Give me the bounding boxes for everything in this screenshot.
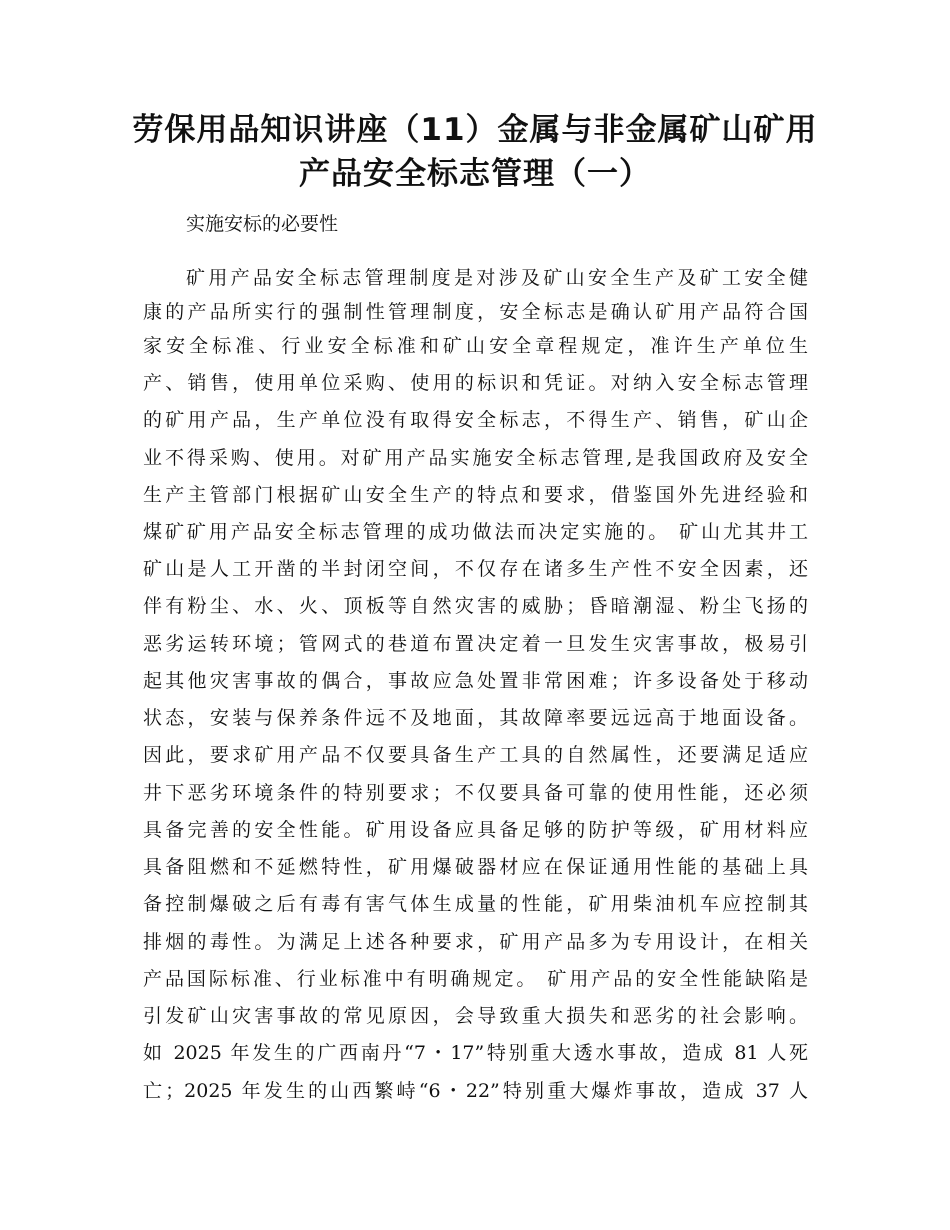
paragraph-line: 业不得采购、使用。对矿用产品实施安全标志管理,是我国政府及安全 [143,447,808,469]
paragraph-line: 矿山是人工开凿的半封闭空间，不仅存在诸多生产性不安全因素，还 [143,558,808,580]
paragraph-line: 具备完善的安全性能。矿用设备应具备足够的防护等级，矿用材料应 [143,819,808,841]
paragraph-line: 产品国际标准、行业标准中有明确规定。 矿用产品的安全性能缺陷是 [143,968,808,990]
paragraph-line: 如 2025 年发生的广西南丹“7・17”特别重大透水事故，造成 81 人死 [143,1042,808,1064]
paragraph-line: 井下恶劣环境条件的特别要求；不仅要具备可靠的使用性能，还必须 [143,782,808,804]
paragraph-line: 康的产品所实行的强制性管理制度，安全标志是确认矿用产品符合国 [143,301,808,323]
section-heading: 实施安标的必要性 [186,213,339,235]
paragraph-line: 备控制爆破之后有毒有害气体生成量的性能，矿用柴油机车应控制其 [143,893,808,915]
paragraph-line: 矿用产品安全标志管理制度是对涉及矿山安全生产及矿工安全健 [186,267,808,289]
paragraph-line: 煤矿矿用产品安全标志管理的成功做法而决定实施的。 矿山尤其井工 [143,521,808,543]
paragraph-line: 伴有粉尘、水、火、顶板等自然灾害的威胁；昏暗潮湿、粉尘飞扬的 [143,595,808,617]
document-title-line-1: 劳保用品知识讲座（11）金属与非金属矿山矿用 [132,112,818,148]
paragraph-line: 的矿用产品，生产单位没有取得安全标志，不得生产、销售，矿山企 [143,409,808,431]
paragraph-line: 恶劣运转环境；管网式的巷道布置决定着一旦发生灾害事故，极易引 [143,633,808,655]
paragraph-line: 家安全标准、行业安全标准和矿山安全章程规定，准许生产单位生 [143,335,808,357]
paragraph-line: 引发矿山灾害事故的常见原因，会导致重大损失和恶劣的社会影响。 [143,1005,808,1027]
paragraph-line: 起其他灾害事故的偶合，事故应急处置非常困难；许多设备处于移动 [143,670,808,692]
paragraph-line: 产、销售，使用单位采购、使用的标识和凭证。对纳入安全标志管理 [143,372,808,394]
paragraph-line: 排烟的毒性。为满足上述各种要求，矿用产品多为专用设计，在相关 [143,931,808,953]
paragraph-line: 生产主管部门根据矿山安全生产的特点和要求，借鉴国外先进经验和 [143,484,808,506]
paragraph-line: 具备阻燃和不延燃特性，矿用爆破器材应在保证通用性能的基础上具 [143,856,808,878]
paragraph-line: 亡；2025 年发生的山西繁峙“6・22”特别重大爆炸事故，造成 37 人 [143,1080,808,1102]
paragraph-line: 因此，要求矿用产品不仅要具备生产工具的自然属性，还要满足适应 [143,744,808,766]
document-title-line-2: 产品安全标志管理（一） [299,156,651,192]
paragraph-line: 状态，安装与保养条件远不及地面，其故障率要远远高于地面设备。 [143,707,808,729]
